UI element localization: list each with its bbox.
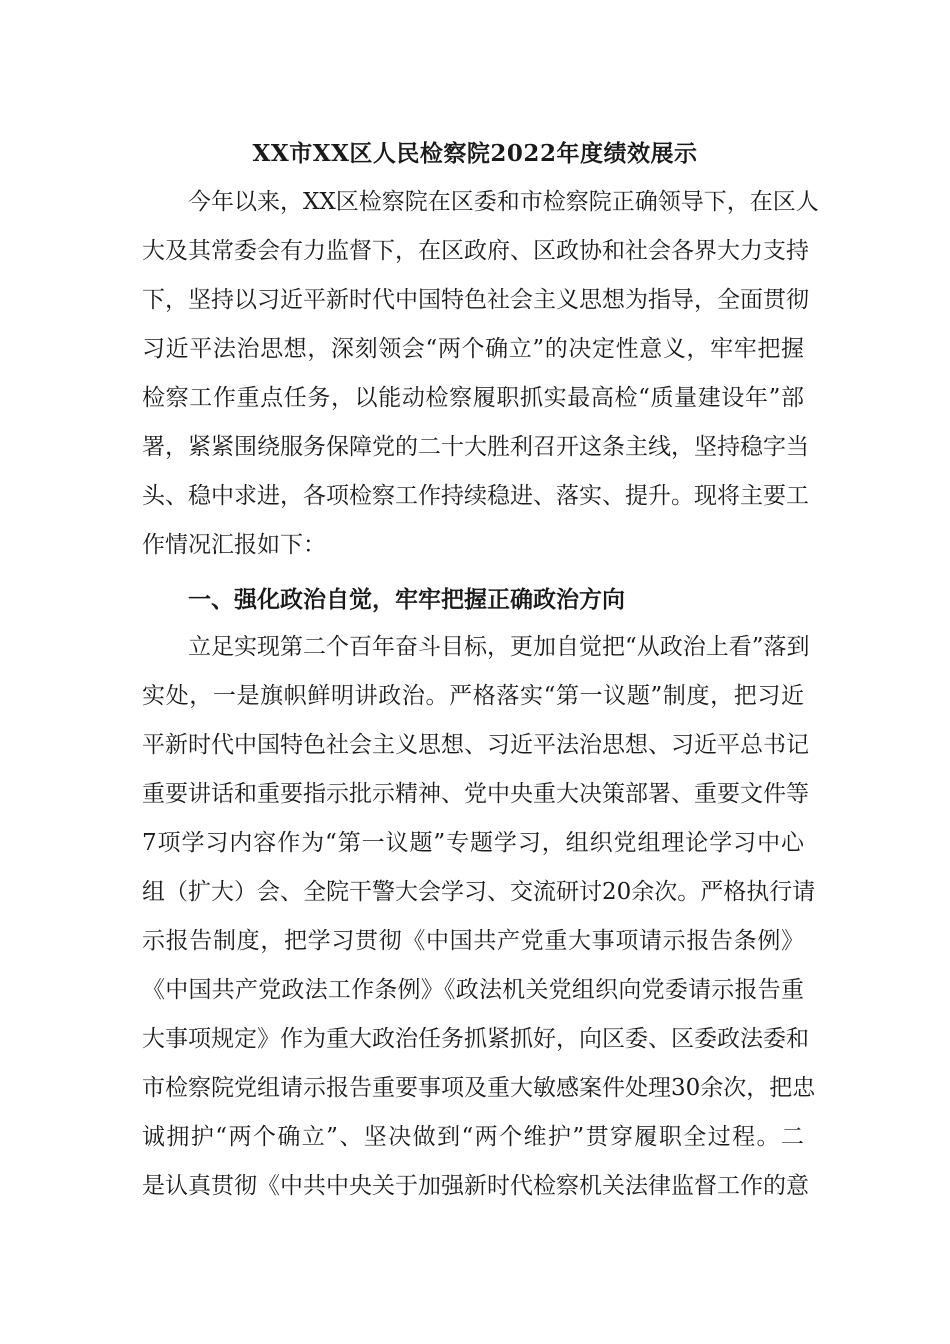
paragraph-line: 今年以来，XX区检察院在区委和市检察院正确领导下，在区人 [188, 189, 819, 215]
document-title: XX市XX区人民检察院2022年度绩效展示 [252, 140, 698, 167]
paragraph-line: 署，紧紧围绕服务保障党的二十大胜利召开这条主线，坚持稳字当 [142, 434, 809, 460]
paragraph-line: 市检察院党组请示报告重要事项及重大敏感案件处理30余次，把忠 [142, 1075, 816, 1101]
paragraph-line: 头、稳中求进，各项检察工作持续稳进、落实、提升。现将主要工 [142, 483, 809, 509]
paragraph-line: 大事项规定》作为重大政治任务抓紧抓好，向区委、区委政法委和 [142, 1026, 809, 1052]
paragraph-line: 作情况汇报如下： [142, 532, 326, 558]
paragraph-line: 示报告制度，把学习贯彻《中国共产党重大事项请示报告条例》 [142, 928, 804, 954]
paragraph-line: 大及其常委会有力监督下，在区政府、区政协和社会各界大力支持 [142, 238, 809, 264]
paragraph-line: 下，坚持以习近平新时代中国特色社会主义思想为指导，全面贯彻 [142, 287, 809, 313]
paragraph-line: 是认真贯彻《中共中央关于加强新时代检察机关法律监督工作的意 [142, 1173, 809, 1199]
paragraph-line: 平新时代中国特色社会主义思想、习近平法治思想、习近平总书记 [142, 732, 809, 758]
paragraph-line: 组（扩大）会、全院干警大会学习、交流研讨20余次。严格执行请 [142, 879, 816, 905]
section-heading: 一、强化政治自觉，牢牢把握正确政治方向 [188, 586, 625, 613]
paragraph-line: 诚拥护“两个确立”、坚决做到“两个维护”贯穿履职全过程。二 [142, 1124, 804, 1150]
paragraph-line: 立足实现第二个百年奋斗目标，更加自觉把“从政治上看”落到 [188, 634, 810, 660]
paragraph-line: 检察工作重点任务，以能动检察履职抓实最高检“质量建设年”部 [142, 385, 804, 411]
paragraph-line: 7项学习内容作为“第一议题”专题学习，组织党组理论学习中心 [142, 830, 804, 856]
paragraph-line: 习近平法治思想，深刻领会“两个确立”的决定性意义，牢牢把握 [142, 336, 804, 362]
paragraph-line: 重要讲话和重要指示批示精神、党中央重大决策部署、重要文件等 [142, 781, 809, 807]
paragraph-line: 《中国共产党政法工作条例》《政法机关党组织向党委请示报告重 [142, 977, 804, 1003]
paragraph-line: 实处，一是旗帜鲜明讲政治。严格落实“第一议题”制度，把习近 [142, 683, 804, 709]
